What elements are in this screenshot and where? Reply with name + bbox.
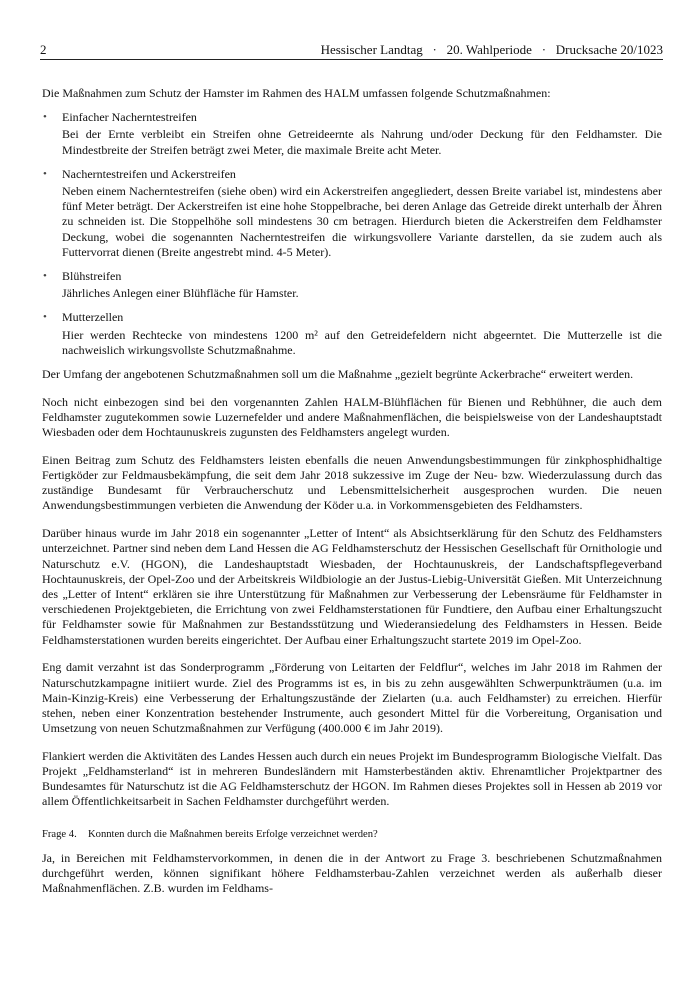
bullet-icon: • [43, 111, 47, 124]
page-number: 2 [40, 42, 47, 57]
list-item [42, 310, 662, 358]
bullet-icon: • [43, 270, 47, 283]
list-item [42, 110, 662, 158]
measure-title: Nacherntestreifen und Ackerstreifen [62, 166, 236, 181]
measure-description: Bei der Ernte verbleibt ein Streifen ohne Getreideernte als Nahrung und/oder Deckung für den Feldhamster. Die Mindestbreite der Streifen beträgt zwei Meter, die maximale Breite acht Meter. [62, 127, 662, 157]
body-paragraph: Eng damit verzahnt ist das Sonderprogramm „Förderung von Leitarten der Feldflur“, welches im Jahr 2018 im Rahmen der Naturschutzkampagne initiiert wurde. Ziel des Programms ist es, in bis zu zehn ausgewählten Schwerpunkträumen (u.a. im Main-Kinzig-Kreis) eine Verbesserung der Erhaltungszustände der Zielarten (u.a. auch Feldhamster) zu erreichen. Hierfür stehen, neben einer Konzentration bestehender Instrumente, auch gesondert Mittel für die Vorbereitung, Organisation und Umsetzung von neuen Schutzmaßnahmen zur Verfügung (400.000 € im Jahr 2019). [42, 660, 662, 736]
measure-title: Einfacher Nacherntestreifen [62, 110, 197, 125]
question-heading [42, 828, 662, 842]
question-label: Frage 4. [42, 828, 77, 840]
measure-title: Mutterzellen [62, 310, 124, 325]
body-paragraph: Flankiert werden die Aktivitäten des Landes Hessen auch durch ein neues Projekt im Bundesprogramm Biologische Vielfalt. Das Projekt „Feldhamsterland“ ist in mehreren Bundesländern mit Hamsterbeständen aktiv. Ehrenamtlicher Projektpartner des Bundesamtes für Naturschutz ist die AG Feldhamsterschutz der HGON. Im Rahmen dieses Projektes soll in Hessen ab 2019 vor allem Öffentlichkeitsarbeit in Sachen Feldhamster durchgeführt werden. [42, 748, 662, 809]
intro-paragraph: Die Maßnahmen zum Schutz der Hamster im Rahmen des HALM umfassen folgende Schutzmaßnahmen: [42, 86, 551, 100]
body-paragraph: Einen Beitrag zum Schutz des Feldhamsters leisten ebenfalls die neuen Anwendungsbestimmungen für zinkphosphidhaltige Fertigköder zur Feldmausbekämpfung, die seit dem Jahr 2018 sukzessive im Zuge der Neu- bzw. Wiederzulassung durch das zuständige Bundesamt für Verbraucherschutz und Lebensmittelsicherheit ausgesprochen wurden. Die neuen Anwendungsbestimmungen verbieten die Anwendung der Köder u.a. in Vorkommensgebieten des Feldhamsters. [42, 452, 662, 513]
header-divider [40, 59, 663, 60]
bullet-icon: • [43, 167, 47, 180]
body-paragraph: Der Umfang der angebotenen Schutzmaßnahmen soll um die Maßnahme „gezielt begrünte Ackerbrache“ erweitert werden. [42, 367, 634, 382]
measure-list [42, 110, 662, 358]
body-paragraph: Noch nicht einbezogen sind bei den vorgenannten Zahlen HALM-Blühflächen für Bienen und Rebhühner, die auch dem Feldhamster zugutekommen sowie Luzernefelder und andere Maßnahmenflächen, die beispielsweise von der Landeshauptstadt Wiesbaden oder dem Hochtaunuskreis zugunsten des Feldhamsters angelegt wurden. [42, 394, 662, 440]
list-item [42, 167, 662, 260]
document-body [42, 86, 662, 909]
measure-title: Blühstreifen [62, 269, 122, 284]
body-paragraph: Darüber hinaus wurde im Jahr 2018 ein sogenannter „Letter of Intent“ als Absichtserklärung für den Schutz des Feldhamsters unterzeichnet. Partner sind neben dem Land Hessen die AG Feldhamsterschutz der Hessischen Gesellschaft für Ornithologie und Naturschutz e.V. (HGON), die Landeshauptstadt Wiesbaden, der Hochtaunuskreis, der Landschaftspflegeverband Hochtaunuskreis, der Opel-Zoo und der Arbeitskreis Wildbiologie an der Justus-Liebig-Universität Gießen. Mit Unterzeichnung des „Letter of Intent“ erklären sie ihre Unterstützung für Maßnahmen zur Verbesserung der Lebensräume für Feldhamster in verschiedenen Projektgebieten, die Errichtung von zwei Feldhamsterstationen für Fundtiere, den Aufbau einer Erhaltungszucht für Feldhamster sowie für Maßnahmen zur Bestandsstützung und Wiederansiedelung des Feldhamsters in Hessen. Beide Feldhamsterstationen wurden bereits eingerichtet. Der Aufbau einer Erhaltungszucht startete 2019 im Opel-Zoo. [42, 526, 662, 647]
answer-paragraph: Ja, in Bereichen mit Feldhamstervorkommen, in denen die in der Antwort zu Frage 3. beschriebenen Schutzmaßnahmen durchgeführt werden, können signifikant höhere Feldhamsterbau-Zahlen verzeichnet werden als außerhalb dieser Maßnahmenflächen. Z.B. wurden im Feldhams- [42, 850, 662, 896]
bullet-icon: • [43, 311, 47, 324]
measure-description: Jährliches Anlegen einer Blühfläche für Hamster. [62, 286, 299, 301]
list-item [42, 269, 662, 301]
measure-description: Neben einem Nacherntestreifen (siehe oben) wird ein Ackerstreifen angegliedert, dessen Breite variabel ist, mindestens aber fünf Meter beträgt. Der Ackerstreifen ist eine hohe Stoppelbrache, bei deren Anlage das Getreide direkt unterhalb der Ähren zu schneiden ist. Die Stoppelhöhe soll mindestens 30 cm betragen. Hierdurch bieten die Ackerstreifen dem Feldhamster Deckung, wobei die sogenannten Nacherntestreifen die wirkungsvollere Variante darstellen, da sie zudem auch als Futtervorrat dienen (Breite angestrebt mind. 4-5 Meter). [62, 184, 662, 259]
question-text: Konnten durch die Maßnahmen bereits Erfolge verzeichnet werden? [88, 828, 378, 840]
running-title: Hessischer Landtag · 20. Wahlperiode · Drucksache 20/1023 [320, 42, 663, 57]
measure-description: Hier werden Rechtecke von mindestens 1200 m² auf den Getreidefeldern nicht abgeerntet. Die Mutterzelle ist die nachweislich wirkungsvollste Schutzmaßnahme. [62, 327, 662, 357]
